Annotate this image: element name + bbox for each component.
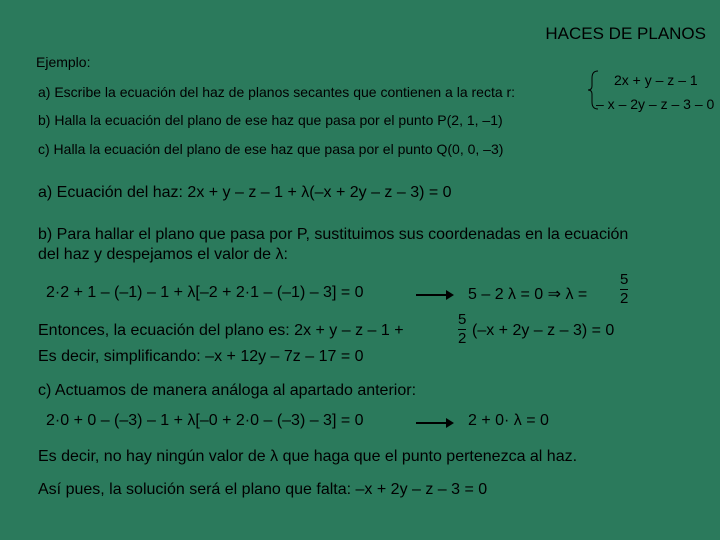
fraction-denominator: 2 (458, 330, 467, 347)
simplified-plane: Es decir, simplificando: –x + 12y – 7z – 17 = 0 (38, 348, 364, 365)
equation-c: 2·0 + 0 – (–3) – 1 + λ[–0 + 2·0 – (–3) – 3] = 0 (46, 412, 364, 429)
example-label: Ejemplo: (36, 54, 91, 70)
equation-b: 2·2 + 1 – (–1) – 1 + λ[–2 + 2·1 – (–1) – 3] = 0 (46, 284, 364, 301)
solution-c-intro: c) Actuamos de manera análoga al apartado anterior: (38, 382, 417, 399)
fraction-numerator: 5 (458, 311, 467, 328)
fraction-five-halves (620, 272, 628, 307)
slide-title: HACES DE PLANOS (545, 24, 706, 43)
system-line-2: – x – 2y – z – 3 – 0 (596, 96, 715, 112)
solution-a: a) Ecuación del haz: 2x + y – z – 1 + λ(–x + 2y – z – 3) = 0 (38, 184, 452, 201)
problem-c: c) Halla la ecuación del plano de ese haz que pasa por el punto Q(0, 0, –3) (38, 141, 504, 157)
problem-b: b) Halla la ecuación del plano de ese haz que pasa por el punto P(2, 1, –1) (38, 112, 503, 128)
arrow-icon (416, 422, 452, 424)
fraction-five-halves-inline (458, 312, 466, 347)
conclusion-c: Es decir, no hay ningún valor de λ que haga que el punto pertenezca al haz. (38, 448, 578, 465)
entonces-prefix: Entonces, la ecuación del plano es: 2x + y – z – 1 + (38, 322, 404, 339)
entonces-suffix: (–x + 2y – z – 3) = 0 (472, 322, 615, 339)
arrow-icon (416, 294, 452, 296)
solution-b-intro-1: b) Para hallar el plano que pasa por P, sustituimos sus coordenadas en la ecuación (38, 226, 629, 243)
problem-a: a) Escribe la ecuación del haz de planos secantes que contienen a la recta r: (38, 84, 516, 100)
equation-c-result: 2 + 0· λ = 0 (468, 412, 549, 429)
final-answer: Así pues, la solución será el plano que falta: –x + 2y – z – 3 = 0 (38, 481, 488, 498)
fraction-numerator: 5 (620, 271, 629, 288)
solution-b-intro-2: del haz y despejamos el valor de λ: (38, 246, 288, 263)
system-line-1: 2x + y – z – 1 (614, 72, 698, 88)
fraction-denominator: 2 (620, 290, 629, 307)
equation-b-result: 5 – 2 λ = 0 ⇒ λ = (468, 286, 588, 303)
